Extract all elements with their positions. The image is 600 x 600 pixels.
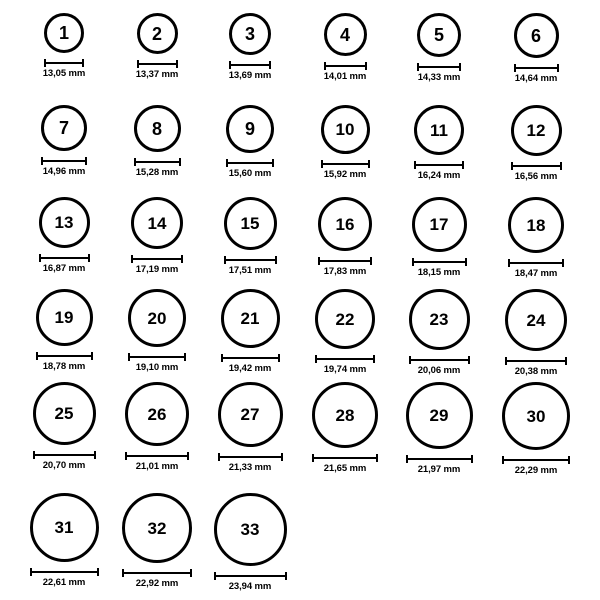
ring-circle — [30, 493, 99, 562]
ring-size-number: 14 — [147, 213, 167, 233]
measure-line — [221, 357, 280, 359]
ring-circle — [44, 13, 84, 53]
measure-cap-right — [459, 63, 461, 71]
ring-circle-wrapper — [409, 288, 470, 351]
ring-size-cell — [22, 12, 106, 79]
measure-cap-left — [214, 572, 216, 580]
ring-size-cell — [494, 381, 578, 476]
ring-size-cell — [22, 492, 106, 588]
diameter-measure-bar — [505, 357, 567, 364]
diameter-measure-bar — [224, 256, 277, 263]
ring-size-cell — [303, 381, 387, 474]
measure-line — [315, 358, 375, 360]
measure-cap-right — [91, 352, 93, 360]
measure-cap-right — [285, 572, 287, 580]
measure-cap-right — [376, 454, 378, 462]
ring-circle — [134, 105, 181, 152]
measure-cap-right — [370, 257, 372, 265]
measure-cap-left — [131, 255, 133, 263]
diameter-measure-bar — [315, 355, 375, 362]
ring-circle — [514, 13, 559, 58]
ring-size-number: 17 — [429, 215, 449, 234]
diameter-label: 23,94 mm — [228, 581, 272, 592]
ring-size-cell — [208, 12, 292, 81]
ring-size-cell — [208, 381, 292, 473]
measure-cap-right — [462, 161, 464, 169]
diameter-measure-bar — [312, 454, 378, 461]
measure-cap-left — [514, 64, 516, 72]
ring-circle-wrapper — [224, 196, 277, 251]
measure-line — [226, 162, 274, 164]
ring-size-number: 12 — [526, 121, 546, 140]
measure-line — [125, 455, 189, 457]
ring-size-number: 13 — [54, 213, 74, 232]
diameter-label: 20,06 mm — [417, 365, 461, 376]
measure-cap-left — [226, 159, 228, 167]
ring-circle — [229, 13, 271, 55]
ring-size-cell — [115, 381, 199, 472]
ring-circle — [318, 197, 372, 251]
ring-size-cell — [397, 196, 481, 278]
ring-size-cell — [397, 104, 481, 181]
diameter-measure-bar — [321, 160, 370, 167]
ring-circle — [505, 289, 567, 351]
measure-line — [505, 360, 567, 362]
measure-cap-right — [278, 354, 280, 362]
diameter-measure-bar — [514, 64, 559, 71]
measure-line — [324, 65, 367, 67]
diameter-label: 20,38 mm — [514, 366, 558, 377]
diameter-label: 16,87 mm — [42, 263, 86, 274]
measure-line — [39, 257, 90, 259]
ring-circle-wrapper — [137, 12, 178, 55]
ring-circle — [321, 105, 370, 154]
ring-size-cell — [397, 288, 481, 376]
ring-circle — [409, 289, 470, 350]
diameter-label: 22,61 mm — [42, 577, 86, 588]
measure-line — [36, 355, 93, 357]
measure-cap-right — [465, 258, 467, 266]
measure-cap-left — [321, 160, 323, 168]
diameter-measure-bar — [44, 59, 84, 66]
ring-circle — [125, 382, 189, 446]
ring-size-cell — [494, 196, 578, 279]
ring-size-number: 2 — [151, 23, 162, 44]
ring-size-cell — [397, 381, 481, 475]
ring-size-number: 23 — [429, 310, 449, 329]
measure-line — [417, 66, 461, 68]
diameter-label: 15,92 mm — [323, 169, 367, 180]
measure-cap-left — [511, 162, 513, 170]
ring-size-number: 28 — [335, 405, 355, 425]
diameter-label: 21,65 mm — [323, 463, 367, 474]
measure-cap-right — [275, 256, 277, 264]
measure-cap-left — [44, 59, 46, 67]
measure-line — [33, 454, 96, 456]
diameter-label: 19,74 mm — [323, 364, 367, 375]
ring-circle-wrapper — [221, 288, 280, 349]
diameter-label: 17,19 mm — [135, 264, 179, 275]
diameter-measure-bar — [221, 354, 280, 361]
measure-cap-left — [125, 452, 127, 460]
ring-size-cell — [115, 196, 199, 275]
measure-cap-right — [471, 455, 473, 463]
measure-cap-right — [85, 157, 87, 165]
ring-size-number: 5 — [433, 25, 444, 45]
ring-size-number: 21 — [240, 309, 260, 328]
ring-circle-wrapper — [218, 381, 283, 448]
diameter-label: 15,60 mm — [228, 168, 272, 179]
measure-cap-left — [41, 157, 43, 165]
ring-circle-wrapper — [508, 196, 564, 254]
diameter-label: 13,05 mm — [42, 68, 86, 79]
ring-size-cell — [494, 288, 578, 377]
ring-circle — [312, 382, 378, 448]
ring-circle — [214, 493, 287, 566]
ring-size-cell — [208, 104, 292, 179]
measure-cap-right — [187, 452, 189, 460]
ring-circle — [406, 382, 473, 449]
ring-size-number: 15 — [240, 214, 260, 233]
diameter-label: 19,42 mm — [228, 363, 272, 374]
measure-line — [128, 356, 186, 358]
ring-size-cell — [22, 104, 106, 177]
ring-circle — [41, 105, 87, 151]
diameter-measure-bar — [409, 356, 470, 363]
ring-size-number: 16 — [335, 214, 355, 234]
ring-circle — [324, 13, 367, 56]
ring-circle-wrapper — [324, 12, 367, 57]
measure-cap-left — [122, 569, 124, 577]
ring-size-number: 19 — [54, 308, 74, 327]
ring-size-number: 1 — [58, 23, 69, 43]
measure-line — [131, 258, 183, 260]
ring-size-number: 25 — [54, 404, 74, 423]
ring-circle — [417, 13, 461, 57]
measure-line — [514, 67, 559, 69]
measure-cap-left — [30, 568, 32, 576]
diameter-measure-bar — [226, 159, 274, 166]
diameter-measure-bar — [229, 61, 271, 68]
diameter-measure-bar — [122, 569, 192, 576]
diameter-measure-bar — [131, 255, 183, 262]
ring-size-number: 10 — [335, 120, 355, 139]
measure-cap-right — [94, 451, 96, 459]
measure-cap-right — [181, 255, 183, 263]
diameter-label: 18,15 mm — [417, 267, 461, 278]
ring-circle-wrapper — [412, 196, 467, 253]
measure-line — [214, 575, 287, 577]
diameter-measure-bar — [134, 158, 181, 165]
ring-circle — [508, 197, 564, 253]
ring-size-cell — [115, 288, 199, 373]
ring-size-number: 11 — [430, 120, 448, 140]
measure-line — [312, 457, 378, 459]
ring-size-number: 22 — [335, 309, 355, 329]
ring-size-number: 32 — [147, 518, 167, 538]
diameter-measure-bar — [412, 258, 467, 265]
measure-cap-left — [417, 63, 419, 71]
measure-cap-left — [134, 158, 136, 166]
measure-line — [412, 261, 467, 263]
measure-cap-left — [33, 451, 35, 459]
ring-circle-wrapper — [514, 12, 559, 59]
measure-cap-right — [97, 568, 99, 576]
ring-size-cell — [22, 196, 106, 274]
measure-cap-left — [137, 60, 139, 68]
ring-size-number: 3 — [244, 24, 255, 44]
ring-circle-wrapper — [318, 196, 372, 252]
measure-cap-left — [312, 454, 314, 462]
diameter-label: 18,47 mm — [514, 268, 558, 279]
diameter-label: 22,29 mm — [514, 465, 558, 476]
diameter-measure-bar — [502, 456, 570, 463]
measure-cap-right — [184, 353, 186, 361]
ring-circle-wrapper — [502, 381, 570, 451]
measure-cap-right — [281, 453, 283, 461]
diameter-label: 21,97 mm — [417, 464, 461, 475]
diameter-measure-bar — [414, 161, 464, 168]
measure-line — [321, 163, 370, 165]
ring-size-cell — [494, 104, 578, 182]
ring-circle — [414, 105, 464, 155]
diameter-label: 15,28 mm — [135, 167, 179, 178]
measure-cap-right — [562, 259, 564, 267]
ring-size-number: 29 — [429, 406, 449, 425]
measure-cap-left — [318, 257, 320, 265]
measure-line — [409, 359, 470, 361]
measure-cap-left — [128, 353, 130, 361]
ring-size-number: 7 — [58, 118, 69, 138]
diameter-label: 14,01 mm — [323, 71, 367, 82]
ring-circle — [122, 493, 192, 563]
ring-size-cell — [22, 288, 106, 372]
ring-size-cell — [494, 12, 578, 84]
diameter-label: 19,10 mm — [135, 362, 179, 373]
diameter-measure-bar — [36, 352, 93, 359]
diameter-label: 13,37 mm — [135, 69, 179, 80]
ring-size-cell — [208, 288, 292, 374]
ring-circle-wrapper — [33, 381, 96, 446]
measure-line — [134, 161, 181, 163]
ring-circle — [36, 289, 93, 346]
ring-size-number: 26 — [147, 404, 167, 424]
measure-cap-right — [565, 357, 567, 365]
measure-cap-left — [224, 256, 226, 264]
measure-cap-right — [190, 569, 192, 577]
diameter-label: 14,33 mm — [417, 72, 461, 83]
ring-size-number: 4 — [339, 24, 350, 45]
ring-circle-wrapper — [315, 288, 375, 350]
measure-cap-left — [412, 258, 414, 266]
measure-line — [30, 571, 99, 573]
diameter-measure-bar — [324, 62, 367, 69]
diameter-label: 16,24 mm — [417, 170, 461, 181]
ring-circle-wrapper — [214, 492, 287, 567]
measure-cap-left — [414, 161, 416, 169]
measure-line — [218, 456, 283, 458]
ring-circle-wrapper — [414, 104, 464, 156]
ring-size-cell — [303, 288, 387, 375]
measure-cap-right — [88, 254, 90, 262]
measure-line — [414, 164, 464, 166]
diameter-label: 14,96 mm — [42, 166, 86, 177]
diameter-label: 13,69 mm — [228, 70, 272, 81]
ring-size-number: 8 — [151, 118, 162, 139]
diameter-label: 18,78 mm — [42, 361, 86, 372]
measure-cap-right — [568, 456, 570, 464]
measure-cap-left — [406, 455, 408, 463]
diameter-label: 16,56 mm — [514, 171, 558, 182]
measure-cap-left — [502, 456, 504, 464]
ring-circle — [221, 289, 280, 348]
ring-circle-wrapper — [406, 381, 473, 450]
ring-circle-wrapper — [226, 104, 274, 154]
diameter-measure-bar — [39, 254, 90, 261]
ring-circle — [131, 197, 183, 249]
measure-line — [41, 160, 87, 162]
ring-circle — [39, 197, 90, 248]
measure-line — [44, 62, 84, 64]
ring-circle — [511, 105, 562, 156]
ring-circle-wrapper — [134, 104, 181, 153]
measure-line — [318, 260, 372, 262]
measure-cap-right — [368, 160, 370, 168]
ring-circle-wrapper — [122, 492, 192, 564]
diameter-measure-bar — [511, 162, 562, 169]
measure-cap-right — [176, 60, 178, 68]
ring-size-cell — [303, 196, 387, 277]
diameter-measure-bar — [30, 568, 99, 575]
ring-circle-wrapper — [44, 12, 84, 54]
ring-size-cell — [115, 104, 199, 178]
ring-circle — [218, 382, 283, 447]
measure-cap-left — [39, 254, 41, 262]
ring-circle-wrapper — [30, 492, 99, 563]
measure-cap-left — [36, 352, 38, 360]
ring-size-number: 33 — [240, 520, 260, 539]
measure-line — [511, 165, 562, 167]
ring-circle — [128, 289, 186, 347]
ring-circle-wrapper — [131, 196, 183, 250]
measure-cap-right — [179, 158, 181, 166]
measure-line — [122, 572, 192, 574]
measure-cap-right — [557, 64, 559, 72]
ring-circle — [315, 289, 375, 349]
ring-circle-wrapper — [41, 104, 87, 152]
ring-size-number: 27 — [240, 405, 260, 424]
diameter-label: 17,51 mm — [228, 265, 272, 276]
ring-size-cell — [115, 12, 199, 80]
ring-circle — [33, 382, 96, 445]
measure-cap-left — [229, 61, 231, 69]
measure-cap-left — [218, 453, 220, 461]
ring-size-number: 9 — [244, 119, 255, 139]
diameter-label: 22,92 mm — [135, 578, 179, 589]
ring-circle — [137, 13, 178, 54]
measure-line — [224, 259, 277, 261]
diameter-label: 21,33 mm — [228, 462, 272, 473]
diameter-measure-bar — [218, 453, 283, 460]
measure-cap-left — [324, 62, 326, 70]
ring-size-number: 20 — [147, 308, 167, 328]
ring-size-cell — [303, 104, 387, 180]
ring-circle — [226, 105, 274, 153]
ring-circle-wrapper — [128, 288, 186, 348]
diameter-measure-bar — [508, 259, 564, 266]
measure-line — [229, 64, 271, 66]
ring-circle-wrapper — [229, 12, 271, 56]
diameter-measure-bar — [128, 353, 186, 360]
diameter-measure-bar — [125, 452, 189, 459]
measure-cap-right — [373, 355, 375, 363]
measure-line — [508, 262, 564, 264]
measure-cap-right — [468, 356, 470, 364]
diameter-measure-bar — [41, 157, 87, 164]
ring-size-number: 18 — [526, 215, 546, 235]
diameter-measure-bar — [318, 257, 372, 264]
measure-cap-left — [221, 354, 223, 362]
measure-cap-left — [508, 259, 510, 267]
diameter-label: 14,64 mm — [514, 73, 558, 84]
ring-size-number: 30 — [526, 406, 546, 426]
diameter-measure-bar — [33, 451, 96, 458]
ring-size-cell — [208, 196, 292, 276]
ring-circle-wrapper — [125, 381, 189, 447]
measure-line — [406, 458, 473, 460]
diameter-label: 20,70 mm — [42, 460, 86, 471]
ring-circle-wrapper — [36, 288, 93, 347]
diameter-measure-bar — [417, 63, 461, 70]
ring-circle — [412, 197, 467, 252]
diameter-measure-bar — [406, 455, 473, 462]
ring-circle-wrapper — [511, 104, 562, 157]
ring-circle-wrapper — [417, 12, 461, 58]
diameter-measure-bar — [137, 60, 178, 67]
diameter-label: 21,01 mm — [135, 461, 179, 472]
measure-cap-right — [269, 61, 271, 69]
measure-cap-right — [560, 162, 562, 170]
ring-size-cell — [397, 12, 481, 83]
measure-cap-right — [365, 62, 367, 70]
ring-circle — [224, 197, 277, 250]
ring-circle-wrapper — [39, 196, 90, 249]
ring-size-cell — [208, 492, 292, 592]
ring-circle-wrapper — [505, 288, 567, 352]
ring-size-cell — [22, 381, 106, 471]
measure-cap-left — [315, 355, 317, 363]
diameter-measure-bar — [214, 572, 287, 579]
ring-size-cell — [303, 12, 387, 82]
ring-size-number: 24 — [526, 310, 546, 330]
diameter-label: 17,83 mm — [323, 266, 367, 277]
ring-size-number: 6 — [530, 25, 541, 46]
measure-cap-right — [82, 59, 84, 67]
measure-line — [502, 459, 570, 461]
measure-line — [137, 63, 178, 65]
measure-cap-right — [272, 159, 274, 167]
measure-cap-left — [505, 357, 507, 365]
ring-size-number: 31 — [54, 518, 74, 537]
ring-circle — [502, 382, 570, 450]
measure-cap-left — [409, 356, 411, 364]
ring-size-cell — [115, 492, 199, 589]
ring-circle-wrapper — [312, 381, 378, 449]
ring-circle-wrapper — [321, 104, 370, 155]
